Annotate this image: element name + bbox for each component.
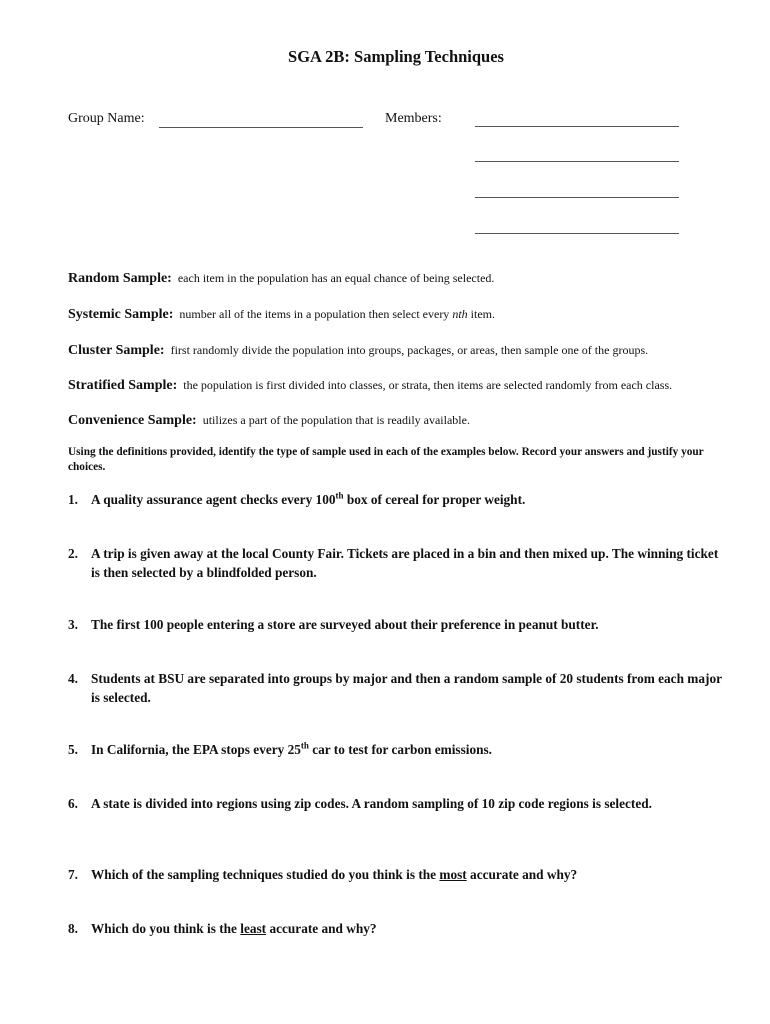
- definition-text: first randomly divide the population into groups, packages, or areas, then sample one of the groups.: [170, 343, 649, 357]
- question-3: [68, 615, 728, 634]
- question-4: [68, 669, 728, 707]
- question-number: 2.: [68, 546, 78, 561]
- question-number: 5.: [68, 742, 78, 757]
- question-number: 3.: [68, 617, 78, 632]
- definition-cluster: [68, 343, 648, 359]
- question-number: 8.: [68, 921, 78, 936]
- group-name-line: [159, 127, 363, 128]
- definition-italic: nth: [452, 307, 468, 321]
- definition-term: Random Sample:: [68, 271, 172, 286]
- definition-random: [68, 271, 494, 287]
- question-1: [68, 490, 728, 509]
- question-2: [68, 544, 728, 582]
- emphasis-word: most: [439, 867, 467, 882]
- question-text: Which do you think is the: [91, 921, 241, 936]
- definition-text: utilizes a part of the population that is readily available.: [202, 413, 470, 427]
- emphasis-word: least: [240, 921, 267, 936]
- question-text: In California, the EPA stops every 25: [91, 742, 301, 757]
- question-5: [68, 740, 728, 759]
- question-text: The first 100 people entering a store are surveyed about their preference in peanut butter.: [91, 617, 599, 632]
- question-text: A trip is given away at the local County Fair. Tickets are placed in a bin and then mixed up. The winning ticket is then selected by a blindfolded person.: [91, 546, 719, 580]
- member-line-3: [475, 197, 679, 198]
- definition-text: number all of the items in a population then select every: [179, 307, 453, 321]
- member-line-2: [475, 161, 679, 162]
- question-text: Which of the sampling techniques studied do you think is the: [91, 867, 440, 882]
- definition-text: each item in the population has an equal chance of being selected.: [177, 271, 495, 285]
- group-name-label: Group Name:: [68, 111, 145, 126]
- question-number: 6.: [68, 796, 78, 811]
- page-title: SGA 2B: Sampling Techniques: [288, 47, 504, 66]
- question-6: [68, 794, 728, 813]
- question-text-end: accurate and why?: [466, 867, 578, 882]
- question-text-end: accurate and why?: [266, 921, 377, 936]
- definition-stratified: [68, 378, 672, 394]
- definition-text-end: item.: [467, 307, 495, 321]
- definition-term: Stratified Sample:: [68, 378, 178, 393]
- members-label: Members:: [385, 111, 442, 126]
- question-text: A quality assurance agent checks every 100: [91, 492, 336, 507]
- member-line-4: [475, 233, 679, 234]
- ordinal-suffix: th: [300, 740, 309, 751]
- question-number: 7.: [68, 867, 78, 882]
- instructions: Using the definitions provided, identify the type of sample used in each of the examples below. Record your answers and justify your choices.: [68, 446, 704, 473]
- question-7: [68, 865, 728, 884]
- question-text-end: box of cereal for proper weight.: [343, 492, 526, 507]
- question-text: A state is divided into regions using zip codes. A random sampling of 10 zip code regions is selected.: [91, 796, 652, 811]
- definition-systemic: [68, 307, 495, 323]
- question-number: 4.: [68, 671, 78, 686]
- question-8: [68, 919, 728, 938]
- definition-term: Convenience Sample:: [68, 413, 197, 428]
- question-number: 1.: [68, 492, 78, 507]
- definition-text: the population is first divided into classes, or strata, then items are selected randomly from each class.: [183, 378, 673, 392]
- member-line-1: [475, 126, 679, 127]
- question-text: Students at BSU are separated into groups by major and then a random sample of 20 students from each major is selected.: [91, 671, 722, 705]
- question-text-end: car to test for carbon emissions.: [308, 742, 492, 757]
- definition-term: Cluster Sample:: [68, 343, 165, 358]
- definition-convenience: [68, 413, 470, 429]
- definition-term: Systemic Sample:: [68, 307, 174, 322]
- ordinal-suffix: th: [335, 490, 344, 501]
